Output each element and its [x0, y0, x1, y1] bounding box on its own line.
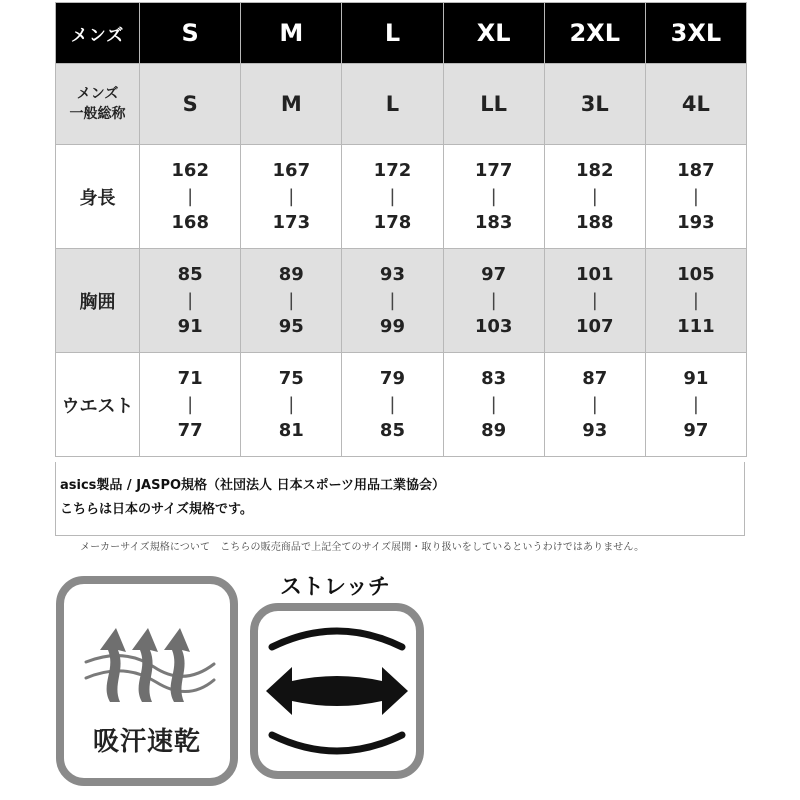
general-size-label-line1: メンズ — [76, 85, 119, 102]
range-min: 182 — [575, 159, 614, 181]
range-values — [342, 263, 442, 337]
general-size-cell: M — [241, 64, 342, 145]
range-max: 99 — [379, 315, 405, 337]
range-max: 111 — [677, 315, 715, 337]
range-separator: | — [288, 393, 295, 415]
range-min: 177 — [474, 159, 513, 181]
range-max: 107 — [575, 315, 614, 337]
range-values — [342, 159, 442, 233]
range-cell — [241, 145, 342, 249]
range-cell — [140, 353, 241, 457]
range-min: 172 — [373, 159, 412, 181]
range-cell — [645, 145, 746, 249]
range-min: 187 — [677, 159, 715, 181]
sweat-absorbing-card — [56, 576, 238, 786]
range-values — [444, 367, 544, 441]
range-separator: | — [490, 289, 497, 311]
range-separator: | — [389, 289, 396, 311]
range-min: 93 — [379, 263, 405, 285]
size-header: 3XL — [645, 3, 746, 64]
range-min: 89 — [278, 263, 304, 285]
range-max: 183 — [474, 211, 513, 233]
height-row — [56, 145, 747, 249]
general-size-label-line2: 一般総称 — [69, 106, 126, 122]
range-values — [241, 367, 341, 441]
range-cell — [342, 249, 443, 353]
range-separator: | — [389, 393, 396, 415]
range-separator: | — [591, 289, 598, 311]
stretch-icon — [258, 611, 416, 771]
range-values — [545, 367, 645, 441]
range-separator: | — [591, 185, 598, 207]
header-label: メンズ — [56, 3, 140, 64]
general-size-label — [56, 64, 140, 145]
range-cell — [342, 353, 443, 457]
range-values — [140, 159, 240, 233]
general-size-cell: 3L — [544, 64, 645, 145]
range-max: 193 — [677, 211, 715, 233]
size-chart-table — [55, 2, 747, 457]
range-min: 91 — [683, 367, 709, 389]
range-max: 188 — [575, 211, 614, 233]
size-header: M — [241, 3, 342, 64]
range-separator: | — [692, 185, 699, 207]
range-separator: | — [187, 393, 194, 415]
range-values — [545, 263, 645, 337]
range-values — [140, 367, 240, 441]
range-min: 71 — [177, 367, 203, 389]
range-separator: | — [389, 185, 396, 207]
range-cell — [140, 249, 241, 353]
range-separator: | — [288, 185, 295, 207]
range-separator: | — [187, 289, 194, 311]
range-cell — [544, 145, 645, 249]
chest-label: 胸囲 — [56, 249, 140, 353]
range-values — [241, 159, 341, 233]
range-cell — [443, 249, 544, 353]
range-separator: | — [288, 289, 295, 311]
general-size-cell: S — [140, 64, 241, 145]
range-cell — [342, 145, 443, 249]
range-values — [444, 263, 544, 337]
general-size-cell: L — [342, 64, 443, 145]
range-max: 178 — [373, 211, 412, 233]
general-size-cell: 4L — [645, 64, 746, 145]
sweat-absorbing-label: 吸汗速乾 — [92, 727, 201, 757]
range-min: 162 — [171, 159, 209, 181]
sweat-absorbing-icon — [64, 592, 230, 722]
range-separator: | — [692, 289, 699, 311]
range-min: 83 — [481, 367, 507, 389]
range-max: 81 — [278, 419, 304, 441]
range-max: 97 — [683, 419, 709, 441]
range-values — [140, 263, 240, 337]
header-row — [56, 3, 747, 64]
waist-label: ウエスト — [56, 353, 140, 457]
range-values — [241, 263, 341, 337]
range-cell — [544, 249, 645, 353]
range-values — [646, 367, 746, 441]
range-min: 97 — [481, 263, 507, 285]
range-separator: | — [490, 393, 497, 415]
range-max: 91 — [177, 315, 203, 337]
range-values — [342, 367, 442, 441]
range-max: 173 — [272, 211, 311, 233]
range-max: 77 — [177, 419, 203, 441]
range-cell — [443, 353, 544, 457]
range-cell — [241, 249, 342, 353]
chest-row — [56, 249, 747, 353]
range-max: 168 — [171, 211, 209, 233]
range-separator: | — [490, 185, 497, 207]
range-cell — [140, 145, 241, 249]
range-separator: | — [187, 185, 194, 207]
range-cell — [645, 353, 746, 457]
range-max: 93 — [582, 419, 608, 441]
range-cell — [544, 353, 645, 457]
range-max: 95 — [278, 315, 304, 337]
stretch-card — [250, 603, 424, 779]
range-values — [646, 263, 746, 337]
range-max: 85 — [379, 419, 405, 441]
range-min: 87 — [582, 367, 608, 389]
range-max: 89 — [481, 419, 507, 441]
range-max: 103 — [474, 315, 513, 337]
range-min: 75 — [278, 367, 304, 389]
note-line-1: asics製品 / JASPO規格（社団法人 日本スポーツ用品工業協会） — [60, 478, 446, 493]
note-line-2: こちらは日本のサイズ規格です。 — [60, 502, 253, 517]
range-values — [545, 159, 645, 233]
size-header: S — [140, 3, 241, 64]
range-separator: | — [692, 393, 699, 415]
range-min: 101 — [575, 263, 614, 285]
general-size-row — [56, 64, 747, 145]
range-values — [646, 159, 746, 233]
size-header: 2XL — [544, 3, 645, 64]
range-min: 105 — [677, 263, 715, 285]
range-values — [444, 159, 544, 233]
size-header: XL — [443, 3, 544, 64]
range-cell — [443, 145, 544, 249]
size-header: L — [342, 3, 443, 64]
range-min: 79 — [379, 367, 405, 389]
range-cell — [241, 353, 342, 457]
general-size-cell: LL — [443, 64, 544, 145]
waist-row — [56, 353, 747, 457]
range-cell — [645, 249, 746, 353]
disclaimer-text: メーカーサイズ規格について こちらの販売商品で上記全てのサイズ展開・取り扱いをしているというわけではありません。 — [80, 542, 645, 553]
range-separator: | — [591, 393, 598, 415]
range-min: 85 — [177, 263, 203, 285]
notes-box — [55, 462, 745, 536]
stretch-title: ストレッチ — [280, 575, 390, 600]
range-min: 167 — [272, 159, 311, 181]
height-label: 身長 — [56, 145, 140, 249]
